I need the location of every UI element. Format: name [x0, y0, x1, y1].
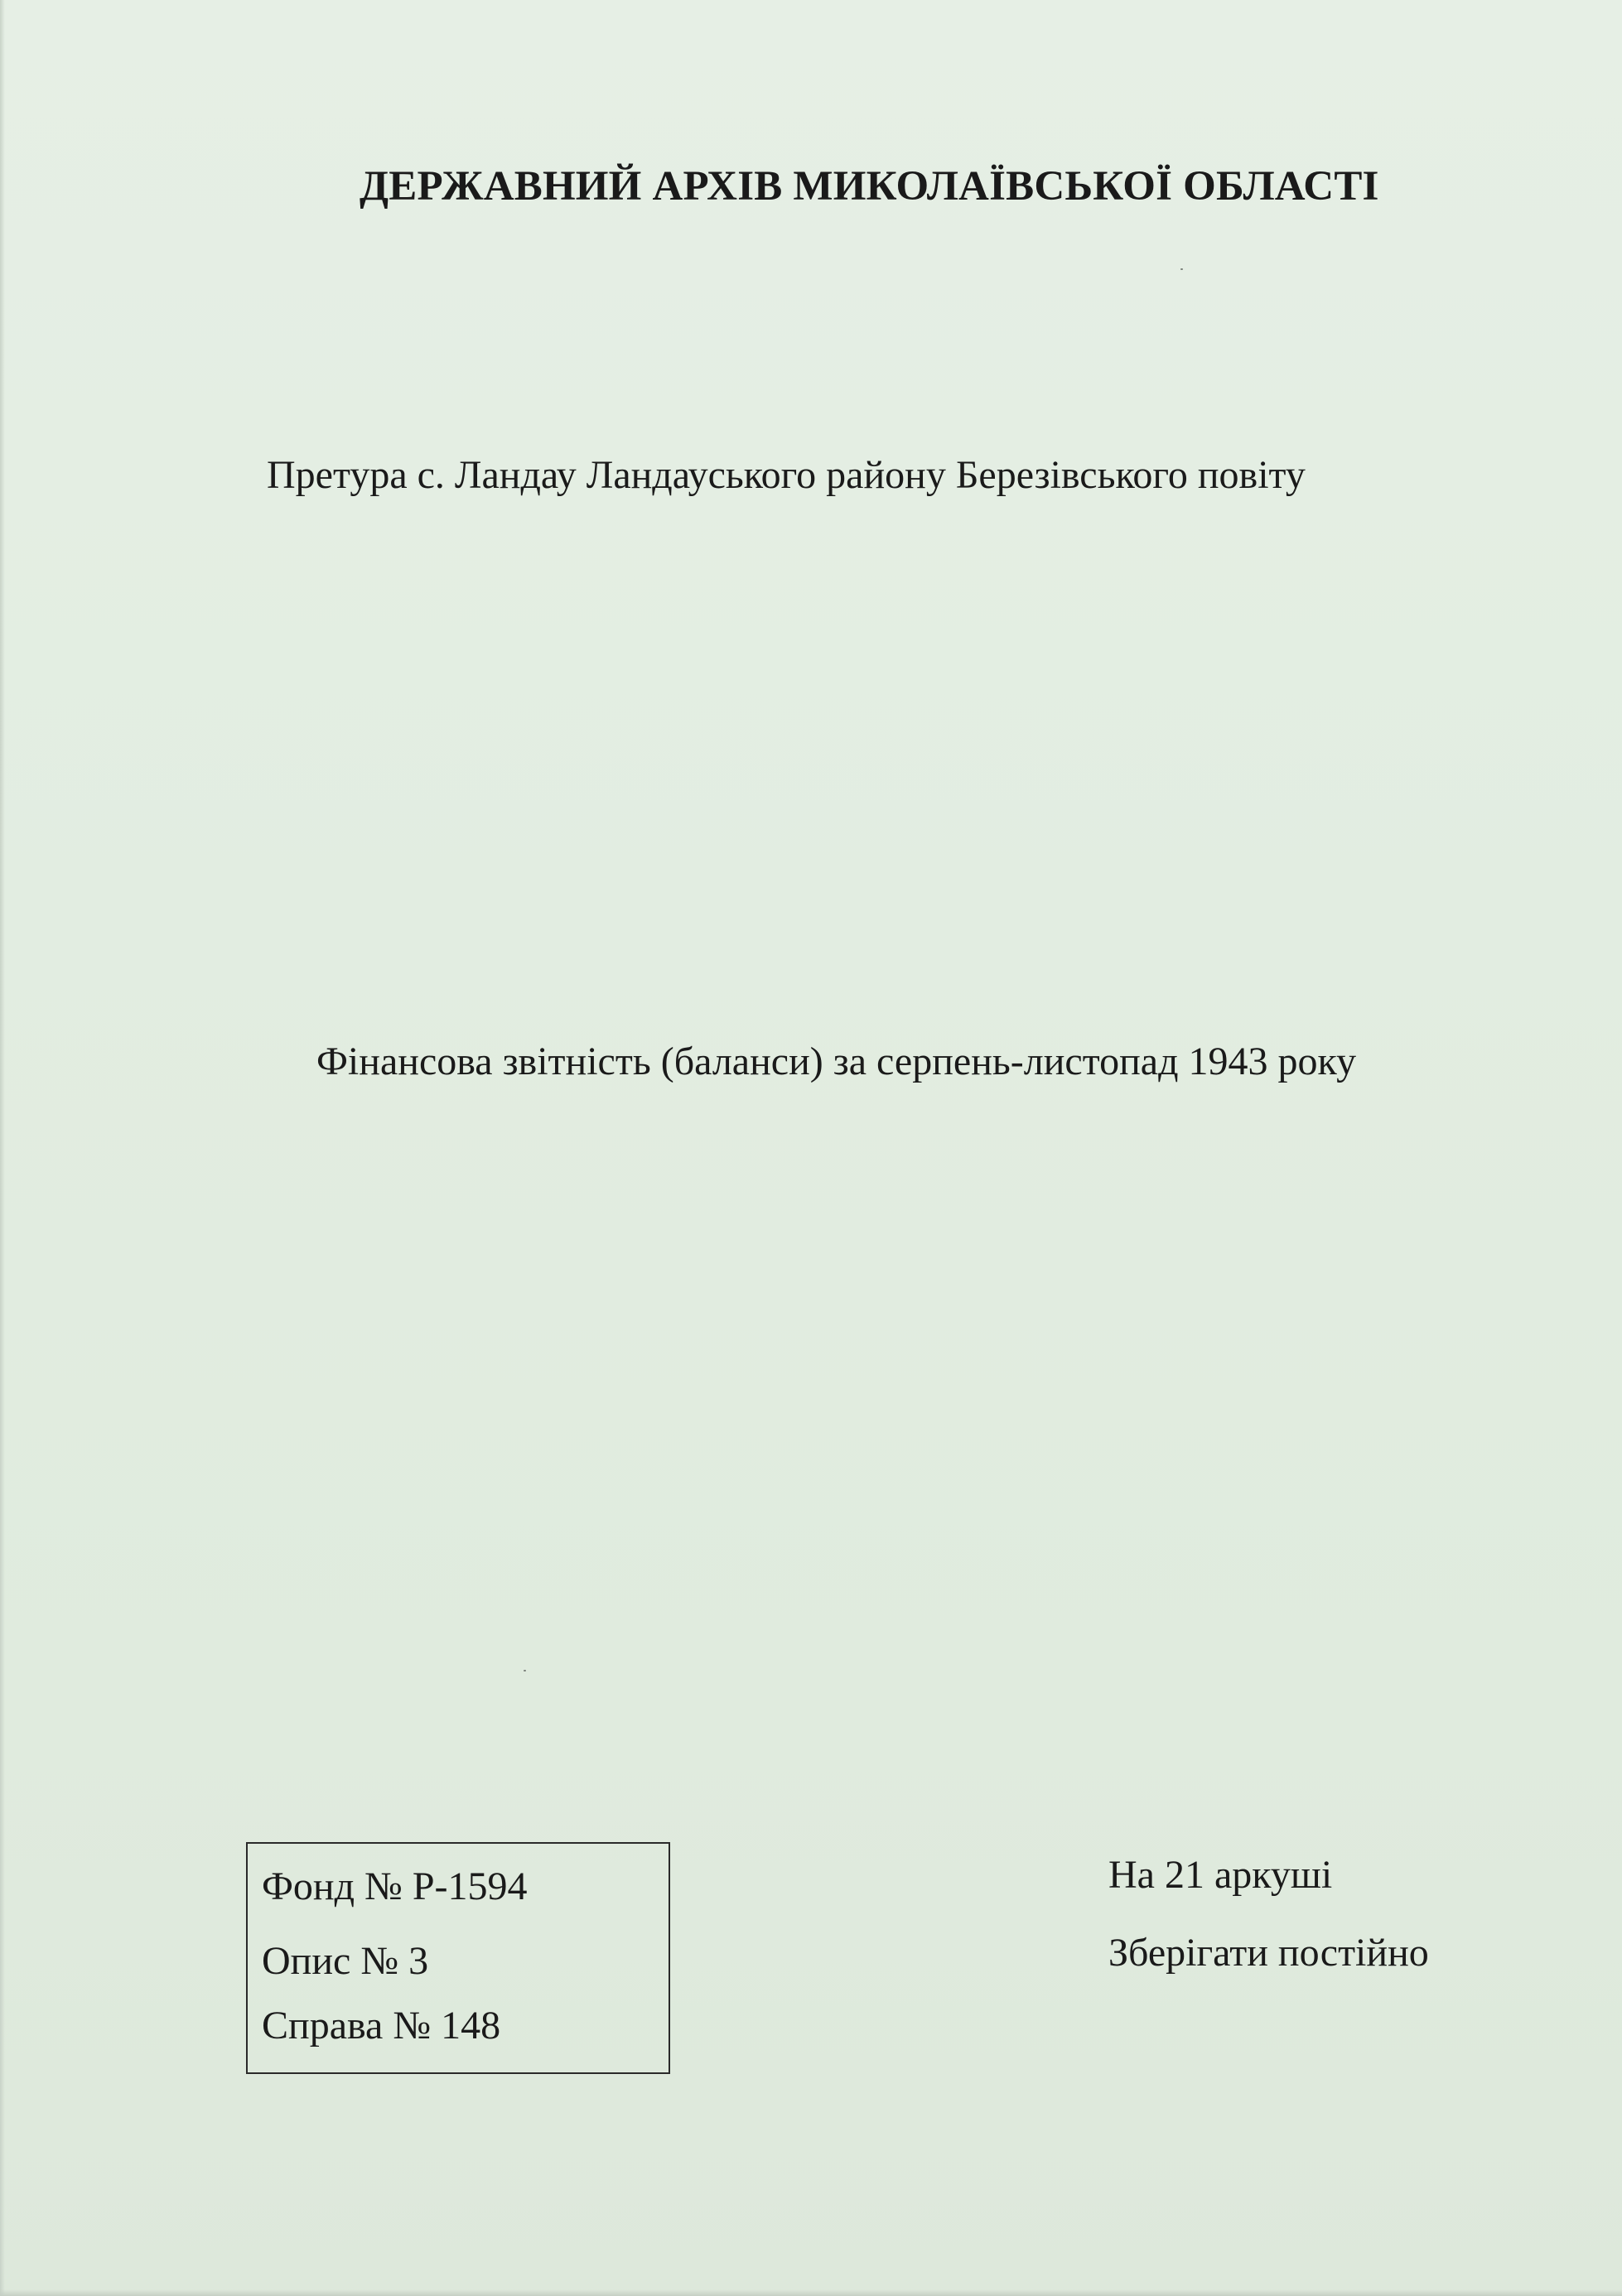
archive-title: ДЕРЖАВНИЙ АРХІВ МИКОЛАЇВСЬКОЇ ОБЛАСТІ — [360, 163, 1379, 210]
case-title: Фінансова звітність (баланси) за серпень-листопад 1943 року — [316, 1039, 1357, 1083]
paper-speck — [1180, 268, 1183, 270]
organization-name: Претура с. Ландау Ландауського району Березівського повіту — [267, 453, 1306, 497]
fund-number: Фонд № Р-1594 — [262, 1864, 528, 1908]
page-edge-shadow — [0, 0, 5, 2296]
page-bottom-shadow — [0, 2289, 1622, 2296]
paper-speck — [524, 1670, 526, 1671]
archival-reference-box — [246, 1842, 670, 2074]
file-number: Справа № 148 — [262, 2004, 501, 2048]
inventory-number: Опис № 3 — [262, 1939, 429, 1983]
retention-note: Зберігати постійно — [1108, 1931, 1429, 1975]
sheets-count: На 21 аркуші — [1108, 1853, 1333, 1897]
